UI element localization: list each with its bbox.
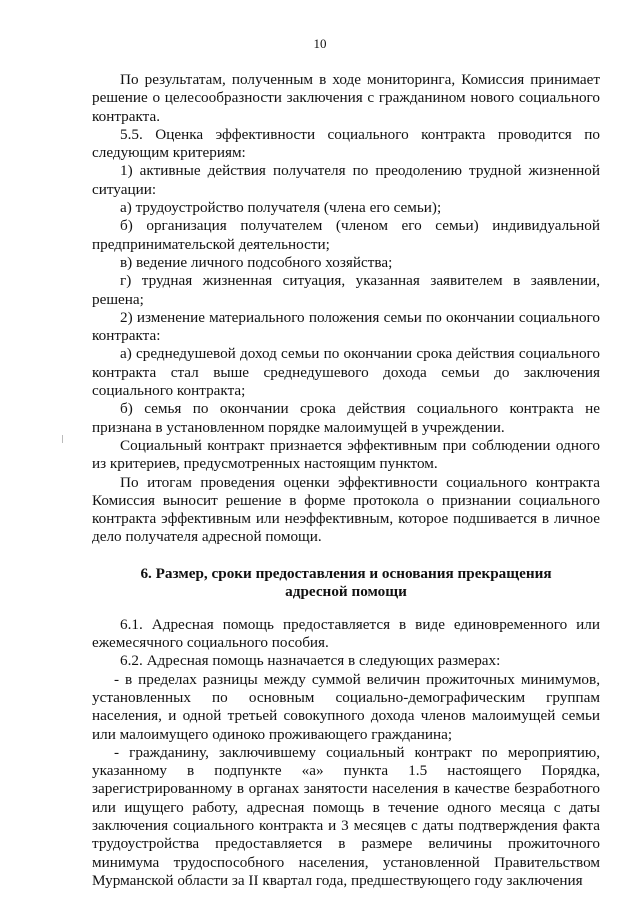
criterion-2b: б) семья по окончании срока действия социального контракта не признана в установленном порядке малоимущей в учреждении. <box>92 400 600 436</box>
criterion-2: 2) изменение материального положения семьи по окончании социального контракта: <box>92 308 600 345</box>
scan-artifact <box>62 435 63 443</box>
paragraph-effective: Социальный контракт признается эффективным при соблюдении одного из критериев, предусмотренных настоящим пунктом. <box>92 436 600 473</box>
document-body <box>92 71 600 890</box>
criterion-1v: в) ведение личного подсобного хозяйства; <box>120 253 393 271</box>
section-heading-line-2: адресной помощи <box>285 583 407 601</box>
criterion-2a: а) среднедушевой доход семьи по окончании срока действия социального контракта стал выше среднедушевого дохода семьи до заключения социального контракта; <box>92 345 600 400</box>
criterion-1g: г) трудная жизненная ситуация, указанная заявителем в заявлении, решена; <box>92 272 600 308</box>
paragraph-6-2-item-1: - в пределах разницы между суммой величин прожиточных минимумов, установленных по основным социально-демографическим группам населения, и одной третьей совокупного дохода членов малоимущей семьи или малоимущего одиноко проживающего гражданина; <box>92 670 600 743</box>
section-heading-line-1: 6. Размер, сроки предоставления и основания прекращения <box>140 564 552 582</box>
page-number: 10 <box>313 36 327 51</box>
section-heading <box>92 565 600 602</box>
criterion-1b: б) организация получателем (членом его семьи) индивидуальной предпринимательской деятельности; <box>92 217 600 253</box>
paragraph-5-5: 5.5. Оценка эффективности социального контракта проводится по следующим критериям: <box>92 125 600 162</box>
paragraph-6-2-item-2: - гражданину, заключившему социальный контракт по мероприятию, указанному в подпункте «а» пункта 1.5 настоящего Порядка, зарегистрированному в органах занятости населения в качестве безработного или ищущего работу, адресная помощь в течение одного месяца с даты заключения социального контракта и 3 месяцев с даты подтверждения факта трудоустройства предоставляется в размере величины прожиточного минимума трудоспособного населения, установленной Правительством Мурманской области за II квартал года, предшествующего году заключения <box>92 743 600 889</box>
paragraph-commission-decision: По итогам проведения оценки эффективности социального контракта Комиссия выносит решение в форме протокола о признании социального контракта эффективным или неэффективным, которое подшивается в личное дело получателя адресной помощи. <box>92 473 600 546</box>
criterion-1: 1) активные действия получателя по преодолению трудной жизненной ситуации: <box>92 162 600 198</box>
criterion-1a: а) трудоустройство получателя (члена его семьи); <box>120 199 442 217</box>
paragraph-monitoring-result: По результатам, полученным в ходе мониторинга, Комиссия принимает решение о целесообразности заключения с гражданином нового социального контракта. <box>92 71 600 125</box>
paragraph-6-1: 6.1. Адресная помощь предоставляется в виде единовременного или ежемесячного социального пособия. <box>92 615 600 652</box>
paragraph-6-2: 6.2. Адресная помощь назначается в следующих размерах: <box>120 652 501 670</box>
